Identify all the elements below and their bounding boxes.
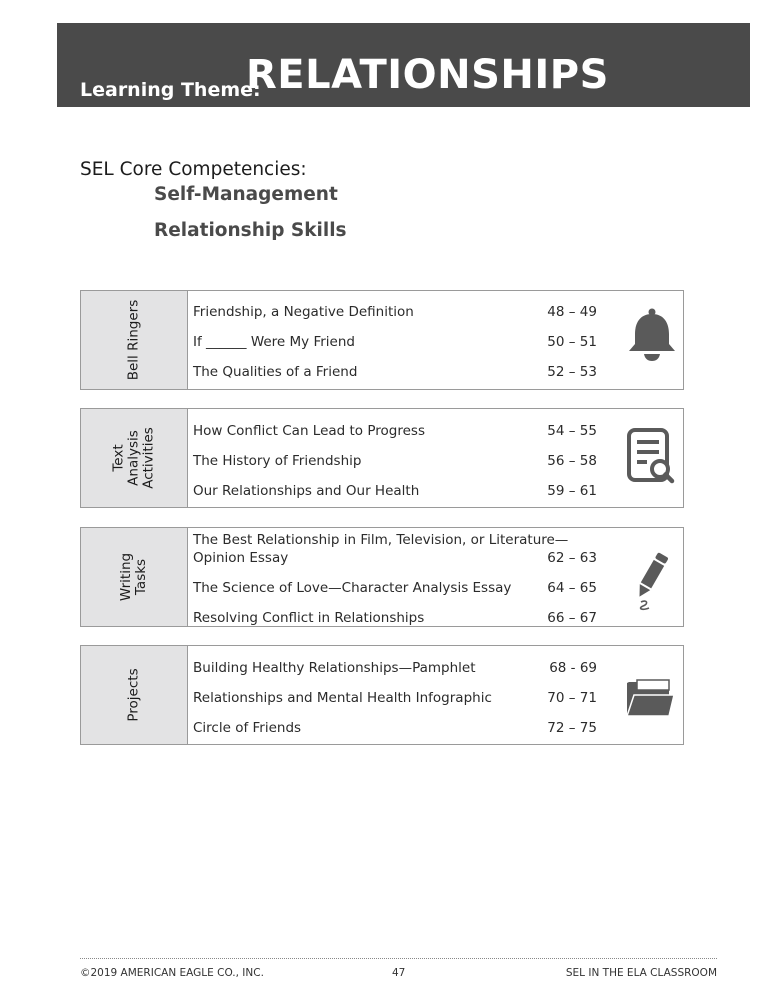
section-label-cell — [81, 528, 188, 626]
page-number: 47 — [392, 967, 406, 979]
competency-relationship-skills: Relationship Skills — [154, 220, 347, 241]
entry-title: The History of Friendship — [193, 453, 362, 469]
theme-banner — [57, 23, 750, 107]
entry-pages: 50 – 51 — [547, 334, 597, 350]
entry-pages: 56 – 58 — [547, 453, 597, 469]
entry-title: How Conflict Can Lead to Progress — [193, 423, 425, 439]
footer-copyright: ©2019 AMERICAN EAGLE CO., INC. — [80, 967, 264, 979]
folder-icon — [625, 678, 675, 718]
section-bell-ringers — [80, 290, 684, 390]
entry-title: If ______ Were My Friend — [193, 334, 355, 350]
entry-title: Resolving Conflict in Relationships — [193, 610, 425, 626]
document-search-icon — [627, 428, 675, 486]
footer-divider — [80, 958, 717, 959]
entry-pages: 72 – 75 — [547, 720, 597, 736]
entry-title: The Best Relationship in Film, Television, or Literature— — [193, 532, 569, 548]
theme-prefix: Learning Theme: — [80, 79, 261, 101]
section-label: Text Analysis Activities — [110, 427, 157, 489]
section-label: Projects — [125, 668, 142, 722]
entry-title: Friendship, a Negative Definition — [193, 304, 414, 320]
entry-pages: 66 – 67 — [547, 610, 597, 626]
section-label: Bell Ringers — [125, 299, 142, 381]
entry-pages: 59 – 61 — [547, 483, 597, 499]
section-text-analysis — [80, 408, 684, 508]
section-label: Writing Tasks — [118, 552, 149, 602]
entry-title-continued: Opinion Essay — [193, 550, 289, 566]
sel-heading: SEL Core Competencies: — [80, 159, 307, 180]
footer-book-title: SEL IN THE ELA CLASSROOM — [565, 967, 717, 979]
theme-title: RELATIONSHIPS — [246, 52, 609, 98]
entry-pages: 70 – 71 — [547, 690, 597, 706]
section-label-cell — [81, 291, 188, 389]
entry-pages: 68 - 69 — [549, 660, 597, 676]
section-projects — [80, 645, 684, 745]
section-label-cell — [81, 409, 188, 507]
bell-icon — [626, 308, 678, 362]
entry-title: Our Relationships and Our Health — [193, 483, 420, 499]
entry-pages: 62 – 63 — [547, 550, 597, 566]
section-writing-tasks — [80, 527, 684, 627]
pencil-icon — [633, 550, 671, 612]
entry-title: Circle of Friends — [193, 720, 302, 736]
entry-title: Building Healthy Relationships—Pamphlet — [193, 660, 476, 676]
entry-pages: 64 – 65 — [547, 580, 597, 596]
competency-self-management: Self-Management — [154, 184, 338, 205]
section-label-cell — [81, 646, 188, 744]
entry-title: Relationships and Mental Health Infographic — [193, 690, 492, 706]
entry-pages: 48 – 49 — [547, 304, 597, 320]
entry-pages: 52 – 53 — [547, 364, 597, 380]
entry-title: The Qualities of a Friend — [193, 364, 358, 380]
entry-title: The Science of Love—Character Analysis Essay — [193, 580, 512, 596]
entry-pages: 54 – 55 — [547, 423, 597, 439]
